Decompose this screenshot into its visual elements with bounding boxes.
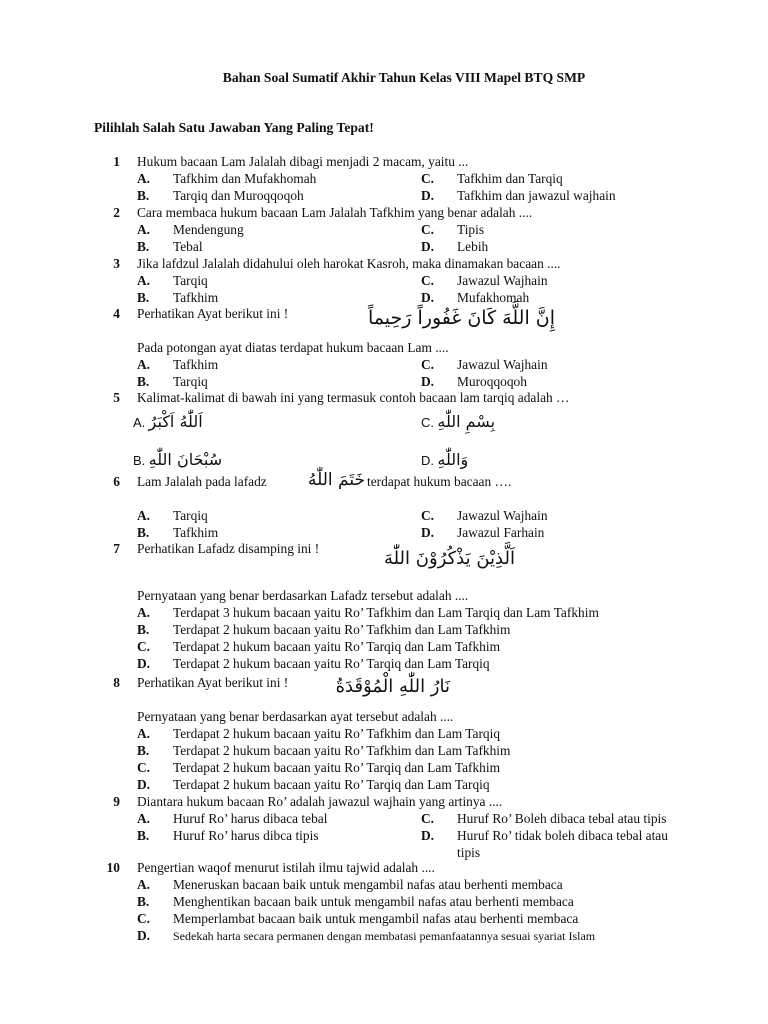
question-number: 3 (113, 256, 120, 271)
question-number: 5 (113, 390, 120, 405)
question-text: Lam Jalalah pada lafadz (137, 474, 267, 489)
question-text: Kalimat-kalimat di bawah ini yang termasuk contoh bacaan lam tarqiq adalah … (137, 390, 570, 405)
question-number: 2 (113, 205, 120, 220)
option-b[interactable]: B. سُبْحَانَ اللّٰهِ (133, 450, 223, 469)
option-c[interactable]: C. بِسْمِ اللّٰهِ (421, 412, 496, 431)
option-d-continued: tipis (457, 845, 481, 860)
arabic-lafadz: خَتَمَ اللّٰهُ (307, 470, 365, 490)
option-d[interactable]: D. وَاللّٰهِ (421, 450, 469, 469)
question-text-2: Pernyataan yang benar berdasarkan ayat tersebut adalah .... (137, 709, 454, 724)
question-text-2: Pada potongan ayat diatas terdapat hukum bacaan Lam .... (137, 340, 449, 355)
instruction-text: Pilihlah Salah Satu Jawaban Yang Paling Tepat! (94, 120, 374, 135)
question-text: Cara membaca hukum bacaan Lam Jalalah Tafkhim yang benar adalah .... (137, 205, 533, 220)
question-number: 6 (113, 474, 120, 489)
question-number: 10 (106, 860, 120, 875)
document-title: Bahan Soal Sumatif Akhir Tahun Kelas VIII Mapel BTQ SMP (222, 70, 586, 85)
option-a[interactable]: A. اَللّٰهُ اَكْبَرُ (133, 412, 203, 431)
arabic-choice: سُبْحَانَ اللّٰهِ (148, 450, 223, 469)
question-number: 1 (113, 154, 120, 169)
question-text: Perhatikan Lafadz disamping ini ! (137, 541, 320, 556)
question-text: Diantara hukum bacaan Ro’ adalah jawazul wajhain yang artinya .... (137, 794, 503, 809)
question-text: Hukum bacaan Lam Jalalah dibagi menjadi 2 macam, yaitu ... (137, 154, 469, 169)
question-number: 4 (113, 306, 120, 321)
question-number: 9 (113, 794, 120, 809)
arabic-verse: إِنَّ اللَّهَ كَانَ غَفُوراً رَحِيماً (368, 307, 555, 329)
question-text-2: terdapat hukum bacaan …. (367, 474, 512, 489)
question-number: 8 (113, 675, 120, 690)
question-text: Jika lafdzul Jalalah didahului oleh harokat Kasroh, maka dinamakan bacaan .... (137, 256, 561, 271)
question-text-2: Pernyataan yang benar berdasarkan Lafadz tersebut adalah .... (137, 588, 469, 603)
arabic-lafadz: اَلَّذِيْنَ يَذْكُرُوْنَ اللّٰهَ (383, 548, 515, 569)
question-text: Perhatikan Ayat berikut ini ! (137, 306, 289, 321)
arabic-choice: اَللّٰهُ اَكْبَرُ (148, 412, 203, 431)
arabic-choice: بِسْمِ اللّٰهِ (437, 412, 496, 431)
arabic-verse: نَارُ اللّٰهِ الْمُوْقَدَةُ (335, 676, 450, 697)
question-text: Perhatikan Ayat berikut ini ! (137, 675, 289, 690)
question-text: Pengertian waqof menurut istilah ilmu tajwid adalah .... (137, 860, 435, 875)
question-number: 7 (113, 541, 120, 556)
arabic-choice: وَاللّٰهِ (437, 450, 469, 469)
